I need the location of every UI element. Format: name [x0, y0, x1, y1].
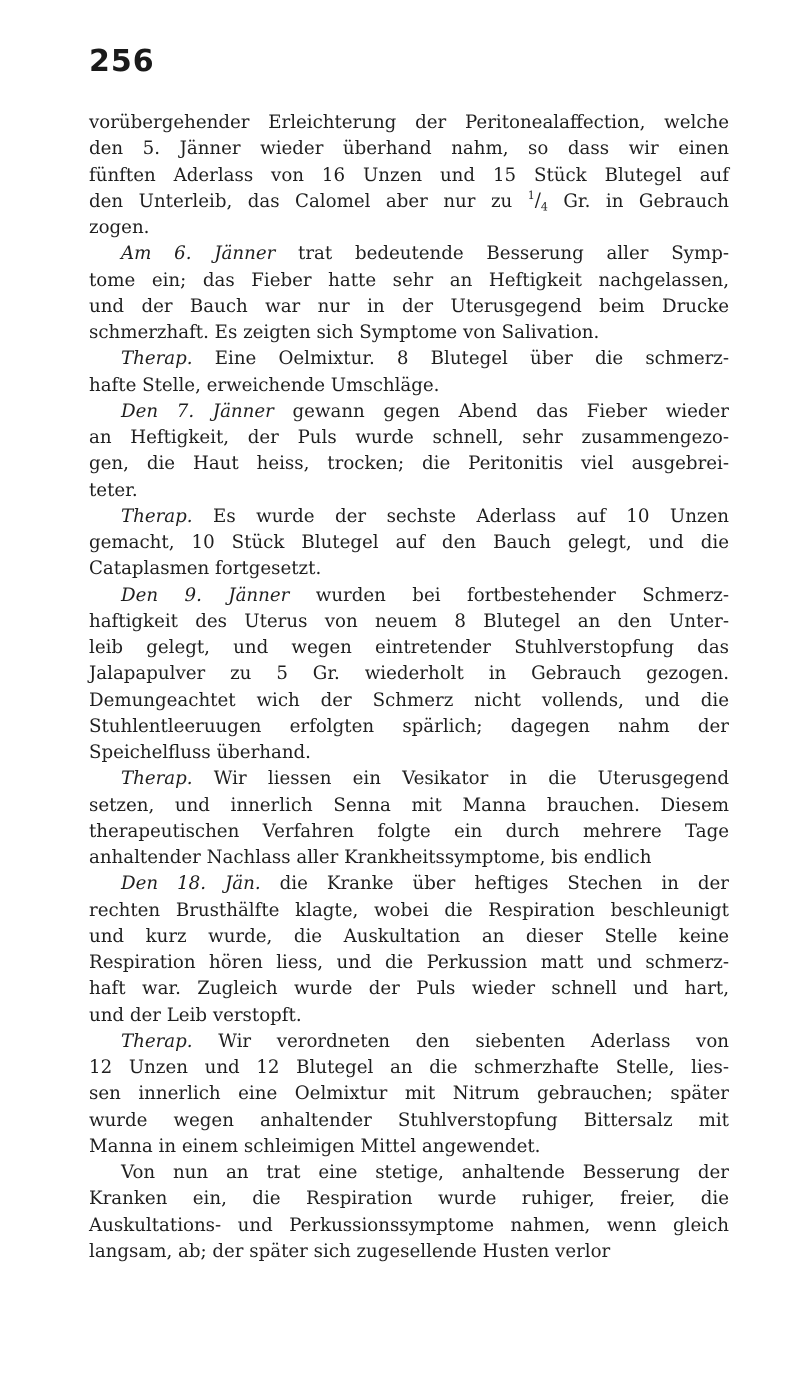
text-line [89, 1239, 729, 1265]
line-text: Cataplasmen fortgesetzt. [89, 558, 322, 580]
text-line [89, 478, 729, 504]
text-line [89, 976, 729, 1002]
text-line [89, 504, 729, 530]
text-line [89, 635, 729, 661]
line-text: und kurz wurde, die Auskultation an dieser Stelle keine [89, 925, 729, 947]
text-line [89, 1134, 729, 1160]
line-text: wurde wegen anhaltender Stuhlverstopfung Bittersalz mit [89, 1109, 729, 1131]
line-text: Wir verordneten den siebenten Aderlass von [192, 1030, 729, 1052]
paragraph [89, 346, 729, 399]
line-text: Es wurde der sechste Aderlass auf 10 Unzen [192, 505, 729, 527]
paragraph [89, 241, 729, 346]
text-line [89, 1003, 729, 1029]
line-text: Demungeachtet wich der Schmerz nicht vollends, und die [89, 689, 729, 711]
line-text: schmerzhaft. Es zeigten sich Symptome von Salivation. [89, 322, 600, 343]
paragraph [89, 110, 729, 241]
line-text: Von nun an trat eine stetige, anhaltende Besserung der [121, 1162, 729, 1183]
line-text: fünften Aderlass von 16 Unzen und 15 Stück Blutegel auf [89, 164, 729, 186]
text-line [89, 819, 729, 845]
line-text: Gr. in Gebrauch [547, 190, 729, 212]
text-line [89, 766, 729, 792]
paragraph [89, 1029, 729, 1160]
paragraph-lead: Den 18. Jän. [121, 873, 261, 895]
text-line [89, 845, 729, 871]
line-text: an Heftigkeit, der Puls wurde schnell, sehr zusammengezo- [89, 427, 729, 448]
text-line [89, 1186, 729, 1212]
body-text [89, 110, 729, 1265]
line-text: tome ein; das Fieber hatte sehr an Heftigkeit nachgelassen, [89, 269, 729, 291]
text-line [89, 1055, 729, 1081]
paragraph [89, 1160, 729, 1265]
text-line [89, 241, 729, 267]
text-line [89, 451, 729, 477]
line-text: therapeutischen Verfahren folgte ein durch mehrere Tage [89, 820, 729, 842]
line-text: trat bedeutende Besserung aller Symp- [275, 243, 729, 265]
line-text: die Kranke über heftiges Stechen in der [260, 873, 729, 895]
line-text: Stuhlentleeruugen erfolgten spärlich; dagegen nahm der [89, 715, 729, 737]
paragraph-lead: Am 6. Jänner [121, 243, 276, 265]
line-text: teter. [89, 479, 138, 501]
line-text: sen innerlich eine Oelmixtur mit Nitrum gebrauchen; später [89, 1083, 729, 1105]
line-text: und der Leib verstopft. [89, 1004, 302, 1026]
text-line [89, 320, 729, 346]
line-text: hafte Stelle, erweichende Umschläge. [89, 374, 440, 396]
paragraph [89, 766, 729, 871]
line-text: gemacht, 10 Stück Blutegel auf den Bauch gelegt, und die [89, 532, 729, 553]
line-text: Eine Oelmixtur. 8 Blutegel über die schmerz- [192, 348, 729, 370]
paragraph [89, 504, 729, 583]
text-line [89, 346, 729, 372]
text-line [89, 871, 729, 897]
text-line [89, 714, 729, 740]
line-text: Wir liessen ein Vesikator in die Uterusgegend [192, 768, 729, 790]
line-text: Speichelfluss überhand. [89, 742, 311, 763]
text-line [89, 661, 729, 687]
text-line [89, 294, 729, 320]
paragraph-lead: Den 9. Jänner [121, 584, 290, 606]
line-text: anhaltender Nachlass aller Krankheitssymptome, bis endlich [89, 847, 652, 868]
fraction: $^1/_4$ [527, 188, 548, 214]
line-text: vorübergehender Erleichterung der Peritonealaffection, welche [89, 112, 729, 133]
text-line [89, 399, 729, 425]
text-line [89, 373, 729, 399]
line-text: setzen, und innerlich Senna mit Manna brauchen. Diesem [89, 794, 729, 816]
text-line [89, 950, 729, 976]
line-text: den Unterleib, das Calomel aber nur zu [89, 190, 528, 212]
text-line [89, 425, 729, 451]
text-line [89, 583, 729, 609]
text-line [89, 924, 729, 950]
line-text: rechten Brusthälfte klagte, wobei die Respiration beschleunigt [89, 899, 729, 921]
text-line [89, 1160, 729, 1186]
text-line [89, 740, 729, 766]
line-text: langsam, ab; der später sich zugesellende Husten verlor [89, 1240, 611, 1262]
line-text: leib gelegt, und wegen eintretender Stuhlverstopfung das [89, 637, 729, 658]
paragraph-lead: Therap. [121, 348, 193, 370]
text-line [89, 1108, 729, 1134]
paragraph [89, 583, 729, 767]
text-line [89, 609, 729, 635]
text-line [89, 556, 729, 582]
text-line [89, 215, 729, 241]
text-line [89, 268, 729, 294]
paragraph-lead: Therap. [121, 768, 193, 790]
paragraph-lead: Therap. [121, 1030, 193, 1052]
line-text: Respiration hören liess, und die Perkussion matt und schmerz- [89, 952, 729, 973]
line-text: haftigkeit des Uterus von neuem 8 Blutegel an den Unter- [89, 610, 729, 632]
text-line [89, 163, 729, 189]
line-text: Manna in einem schleimigen Mittel angewendet. [89, 1135, 541, 1157]
text-line [89, 793, 729, 819]
text-line [89, 898, 729, 924]
line-text: gewann gegen Abend das Fieber wieder [273, 400, 729, 422]
page-number: 256 [89, 44, 155, 79]
line-text: Jalapapulver zu 5 Gr. wiederholt in Gebrauch gezogen. [89, 663, 729, 685]
text-line [89, 1081, 729, 1107]
text-line [89, 189, 729, 215]
line-text: Kranken ein, die Respiration wurde ruhiger, freier, die [89, 1188, 729, 1210]
line-text: 12 Unzen und 12 Blutegel an die schmerzhafte Stelle, lies- [89, 1057, 729, 1078]
line-text: wurden bei fortbestehender Schmerz- [289, 584, 729, 606]
text-line [89, 1029, 729, 1055]
line-text: und der Bauch war nur in der Uterusgegend beim Drucke [89, 295, 729, 317]
line-text: Auskultations- und Perkussionssymptome nahmen, wenn gleich [89, 1214, 729, 1236]
paragraph [89, 399, 729, 504]
line-text: den 5. Jänner wieder überhand nahm, so dass wir einen [89, 138, 729, 160]
line-text: zogen. [89, 217, 150, 238]
text-line [89, 530, 729, 556]
text-line [89, 110, 729, 136]
paragraph-lead: Therap. [121, 505, 193, 527]
line-text: haft war. Zugleich wurde der Puls wieder schnell und hart, [89, 978, 729, 1000]
line-text: gen, die Haut heiss, trocken; die Peritonitis viel ausgebrei- [89, 453, 729, 475]
text-line [89, 688, 729, 714]
text-line [89, 136, 729, 162]
paragraph [89, 871, 729, 1029]
paragraph-lead: Den 7. Jänner [121, 400, 274, 422]
text-line [89, 1213, 729, 1239]
